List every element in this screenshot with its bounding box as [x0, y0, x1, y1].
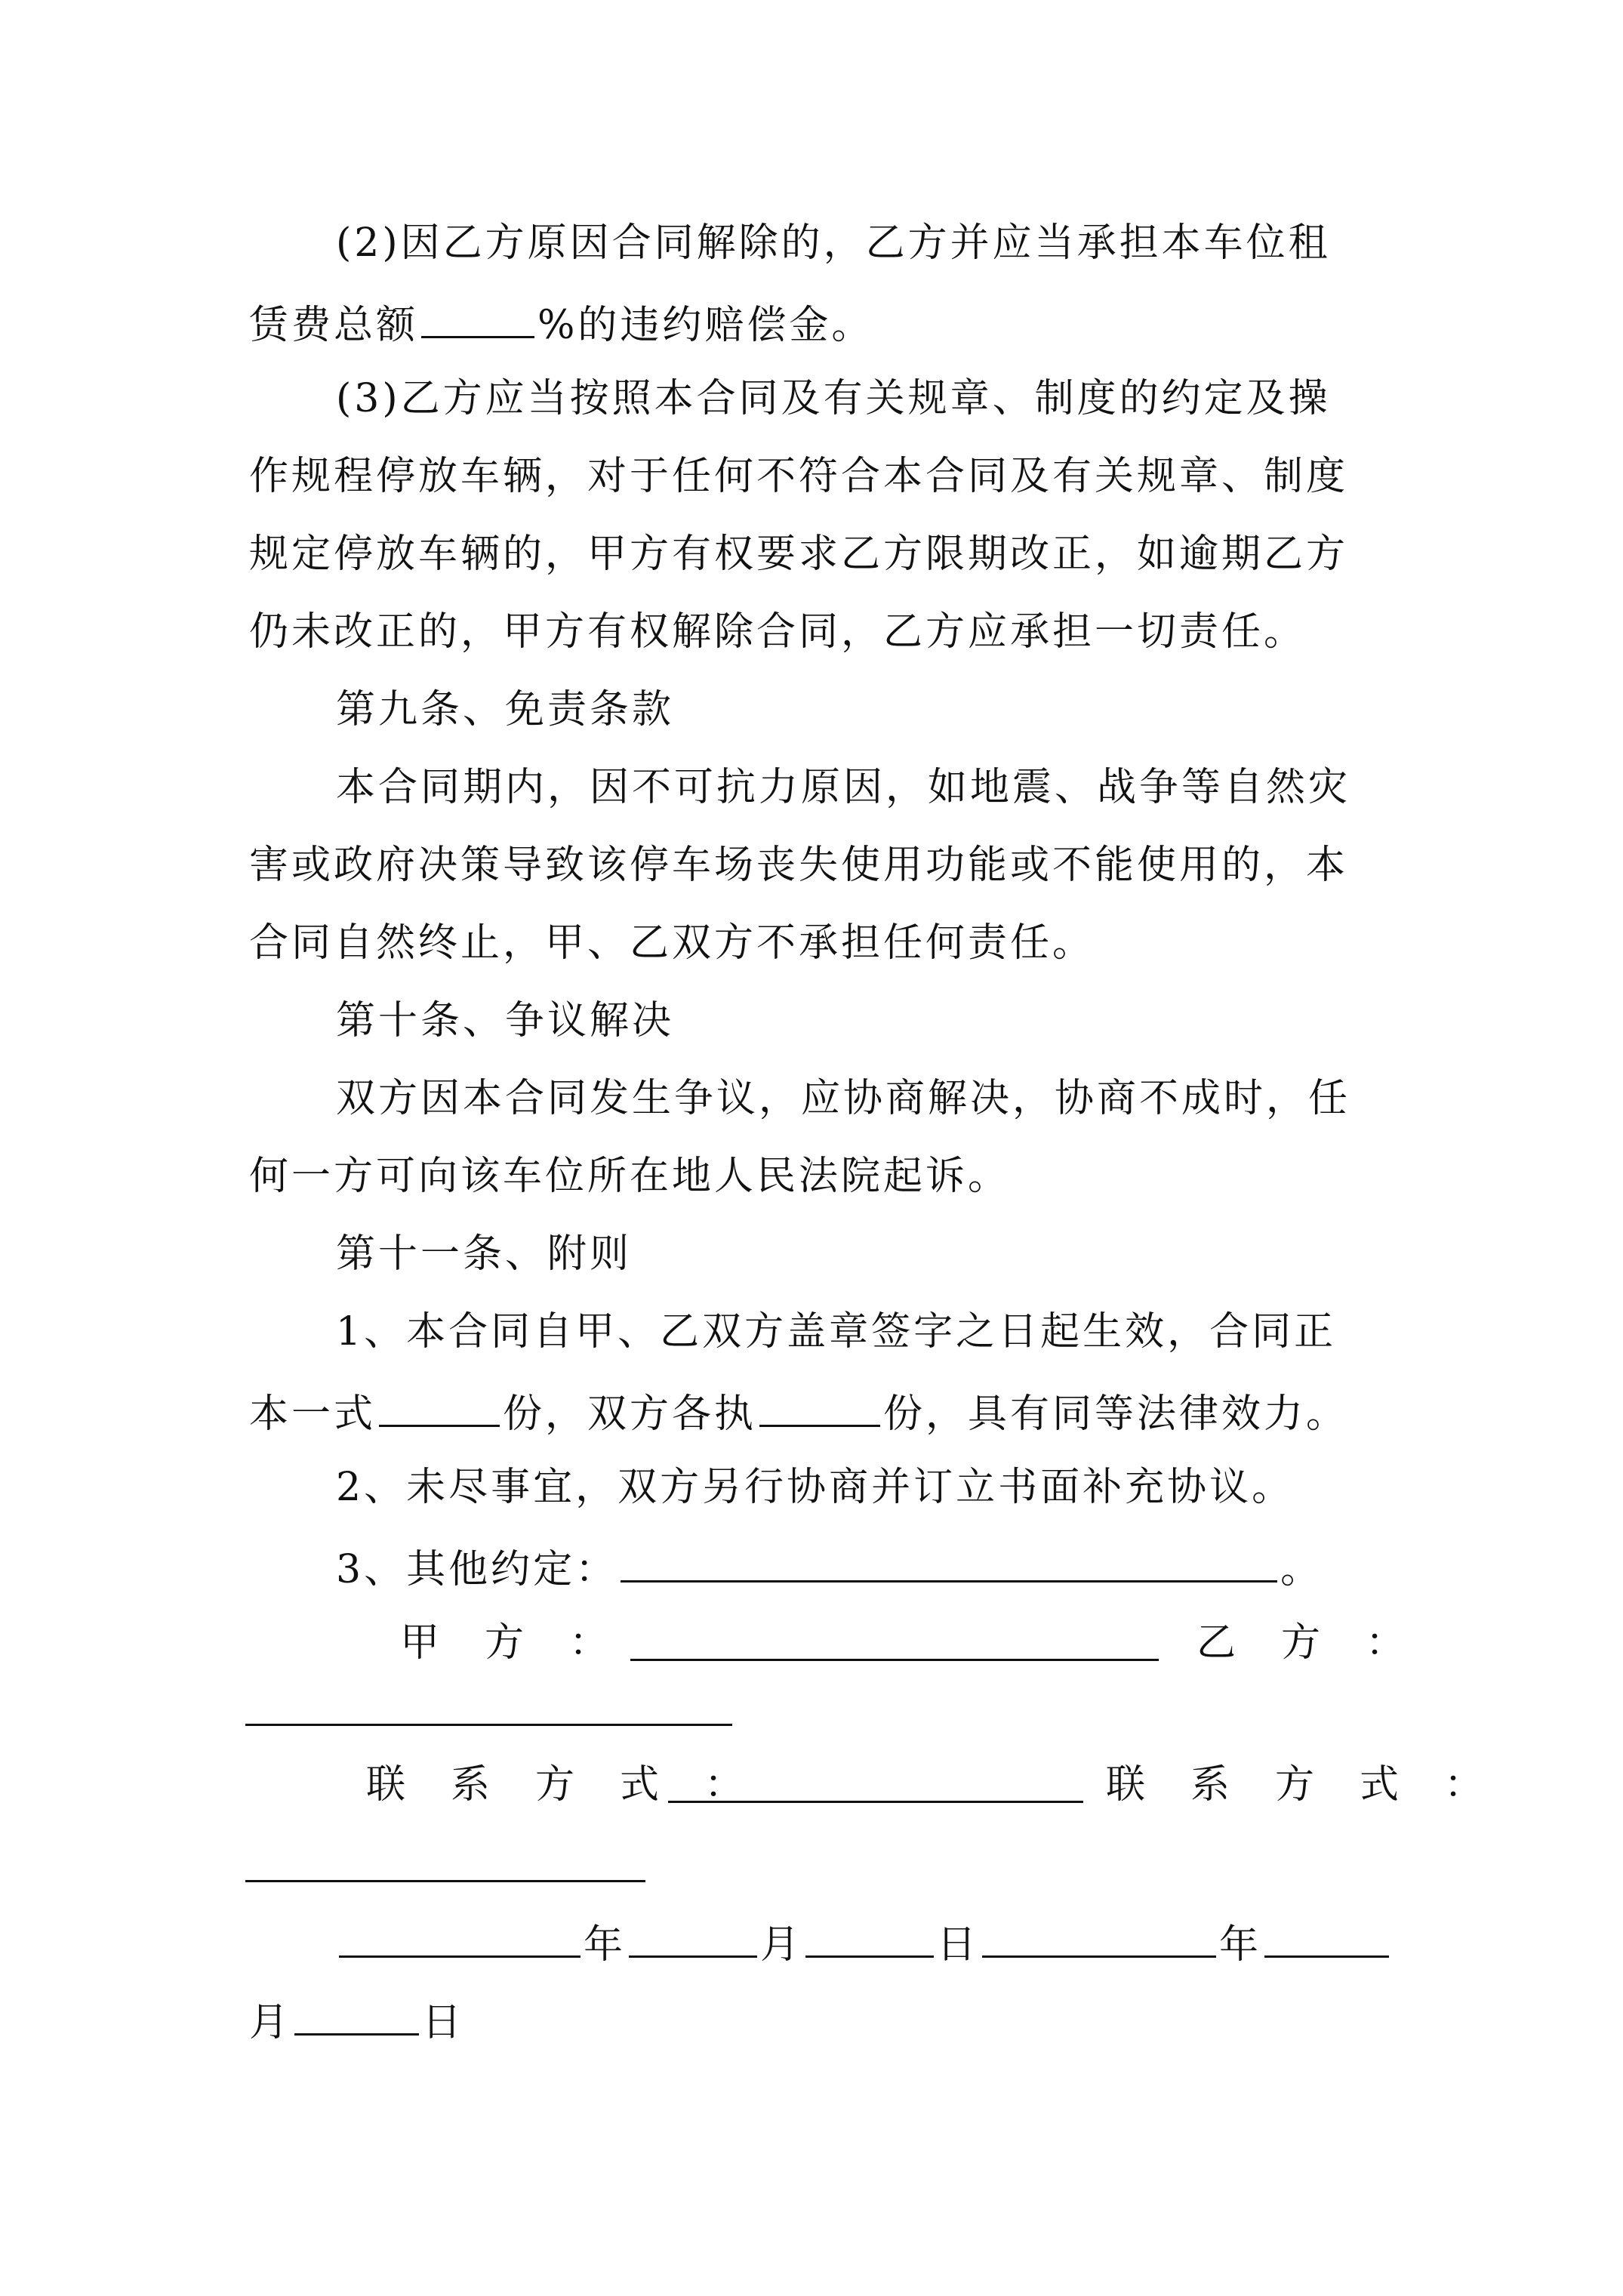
- clause-11-heading: 第十一条、附则: [336, 1231, 633, 1277]
- clause-8-item-3-line-2: 作规程停放车辆，对于任何不符合本合同及有关规章、制度: [249, 454, 1349, 499]
- clause-8-item-3-line-1: (3)乙方应当按照本合同及有关规章、制度的约定及操: [336, 376, 1331, 421]
- year-blank-b: [982, 1918, 1216, 1958]
- signing-date-line-2: [249, 1996, 464, 2045]
- clause-9-body-line-3: 合同自然终止，甲、乙双方不承担任何责任。: [249, 920, 1095, 966]
- clause-11-item-1-line-1: 1、本合同自甲、乙双方盖章签字之日起生效，合同正: [336, 1309, 1337, 1354]
- penalty-percent-blank: [421, 298, 534, 338]
- day-label: 日: [422, 2000, 465, 2045]
- clause-9-heading: 第九条、免责条款: [336, 687, 675, 732]
- year-blank-a: [339, 1918, 581, 1958]
- clause-11-item-1-line-2: [249, 1387, 1348, 1437]
- year-label: 年: [584, 1922, 627, 1968]
- clause-9-body-line-1: 本合同期内，因不可抗力原因，如地震、战争等自然灾: [336, 765, 1351, 810]
- month-label: 月: [249, 2000, 292, 2045]
- day-blank-a: [805, 1918, 934, 1958]
- clause-11-item-2: 2、未尽事宜，双方另行协商并订立书面补充协议。: [336, 1465, 1295, 1510]
- party-b-signature-blank: [245, 1724, 732, 1726]
- party-b-contact-blank: [245, 1880, 645, 1882]
- clause-8-item-2-line-2: [249, 298, 873, 348]
- party-b-contact-label: 联 系 方 式 ：: [1106, 1762, 1487, 1808]
- year-label: 年: [1219, 1922, 1262, 1968]
- party-a-label: 甲 方 ：: [400, 1620, 612, 1666]
- month-blank-b: [1264, 1918, 1389, 1958]
- text: 份，具有同等法律效力。: [883, 1391, 1349, 1437]
- copies-total-blank: [379, 1387, 500, 1427]
- copies-each-blank: [759, 1387, 880, 1427]
- signing-date-line-1: [336, 1918, 1392, 1968]
- day-label: 日: [937, 1922, 980, 1968]
- clause-8-item-3-line-3: 规定停放车辆的，甲方有权要求乙方限期改正，如逾期乙方: [249, 532, 1349, 577]
- month-blank-a: [629, 1918, 757, 1958]
- clause-11-item-3: [336, 1542, 1323, 1592]
- other-terms-blank: [621, 1542, 1277, 1583]
- day-blank-b: [294, 1996, 419, 2036]
- clause-10-heading: 第十条、争议解决: [336, 998, 675, 1043]
- clause-9-body-line-2: 害或政府决策导致该停车场丧失使用功能或不能使用的，本: [249, 843, 1349, 888]
- party-a-contact-blank: [668, 1801, 1083, 1803]
- clause-8-item-2-line-1: (2)因乙方原因合同解除的，乙方并应当承担本车位租: [336, 220, 1331, 266]
- party-b-label: 乙 方 ：: [1196, 1620, 1409, 1666]
- clause-10-body-line-2: 何一方可向该车位所在地人民法院起诉。: [249, 1154, 1011, 1199]
- text: 赁费总额: [249, 303, 419, 348]
- party-a-contact-label: 联 系 方 式 ：: [366, 1762, 747, 1808]
- text: 份，双方各执: [503, 1391, 757, 1437]
- party-a-signature-blank: [630, 1659, 1159, 1661]
- text: %的违约赔偿金。: [537, 303, 874, 348]
- text: 3、其他约定：: [336, 1547, 618, 1592]
- text: 本一式: [249, 1391, 377, 1437]
- text: 。: [1280, 1547, 1323, 1592]
- clause-10-body-line-1: 双方因本合同发生争议，应协商解决，协商不成时，任: [336, 1076, 1351, 1121]
- clause-8-item-3-line-4: 仍未改正的，甲方有权解除合同，乙方应承担一切责任。: [249, 609, 1307, 655]
- month-label: 月: [760, 1922, 803, 1968]
